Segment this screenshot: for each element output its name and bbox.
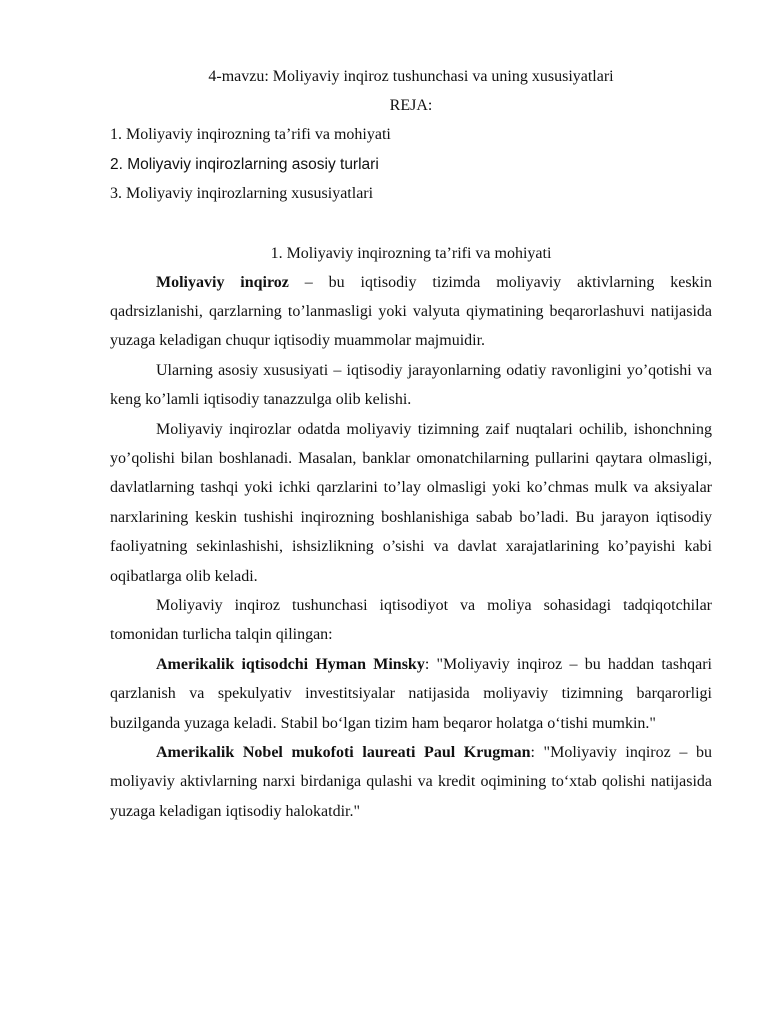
- paragraph-krugman-author: Amerikalik Nobel mukofoti laureati Paul Krugman: [156, 744, 531, 761]
- body-text: [110, 268, 712, 827]
- paragraph-feature-text: Ularning asosiy xususiyati – iqtisodiy jarayonlarning odatiy ravonligini yo’qotishi va keng ko’lamli iqtisodiy tanazzulga olib kelishi.: [110, 361, 712, 409]
- paragraph-minsky-author: Amerikalik iqtisodchi Hyman Minsky: [156, 655, 425, 673]
- plan-item-2: 2. Moliyaviy inqirozlarning asosiy turlari: [110, 155, 379, 173]
- plan-list: [110, 120, 712, 209]
- paragraph-interpretations-text: Moliyaviy inqiroz tushunchasi iqtisodiyot va moliya sohasidagi tadqiqotchilar tomonidan turlicha talqin qilingan:: [110, 596, 712, 644]
- paragraph-feature: [110, 356, 712, 415]
- paragraph-definition: [110, 268, 712, 356]
- paragraph-krugman-quote: : "Moliyaviy inqiroz – bu moliyaviy aktivlarning narxi birdaniga qulashi va kredit oqimining to‘xtab qolishi natijasida yuzaga keladigan iqtisodiy halokatdir.": [110, 744, 712, 820]
- paragraph-krugman: [110, 738, 712, 826]
- paragraph-origins: [110, 415, 712, 591]
- paragraph-definition-text: – bu iqtisodiy tizimda moliyaviy aktivlarning keskin qadrsizlanishi, qarzlarning to’lanmasligi yoki valyuta qiymatining beqarorlashuvi natijasida yuzaga keladigan chuqur iqtisodiy muammolar majmuidir.: [110, 273, 712, 350]
- paragraph-definition-term: Moliyaviy inqiroz: [156, 273, 289, 291]
- plan-heading: REJA:: [389, 97, 433, 114]
- document-page: [110, 62, 712, 826]
- paragraph-minsky: [110, 650, 712, 738]
- plan-item-1: 1. Moliyaviy inqirozning ta’rifi va mohiyati: [110, 126, 391, 143]
- plan-item-3: 3. Moliyaviy inqirozlarning xususiyatlari: [110, 185, 374, 202]
- paragraph-origins-text: Moliyaviy inqirozlar odatda moliyaviy tizimning zaif nuqtalari ochilib, ishonchning yo’qolishi bilan boshlanadi. Masalan, banklar omonatchilarning pullarini qaytara olmasligi, davlatlarning tashqi yoki ichki qarzlarini to’lay olmasligi yoki ko’chmas mulk va aksiyalar narxlarining keskin tushishi inqirozning boshlanishiga sabab bo’ladi. Bu jarayon iqtisodiy faoliyatning sekinlashishi, ishsizlikning o’sishi va davlat xarajatlarining ko’payishi kabi oqibatlarga olib keladi.: [110, 420, 712, 585]
- document-title: 4-mavzu: Moliyaviy inqiroz tushunchasi va uning xususiyatlari: [208, 68, 614, 85]
- section-heading: 1. Moliyaviy inqirozning ta’rifi va mohiyati: [270, 244, 552, 262]
- paragraph-minsky-quote: : "Moliyaviy inqiroz – bu haddan tashqari qarzlanish va spekulyativ investitsiyalar natijasida moliyaviy tizimning barqarorligi buzilganda yuzaga keladi. Stabil bo‘lgan tizim ham beqaror holatga o‘tishi mumkin.": [110, 655, 712, 732]
- blank-line: [110, 209, 712, 239]
- paragraph-interpretations: [110, 591, 712, 650]
